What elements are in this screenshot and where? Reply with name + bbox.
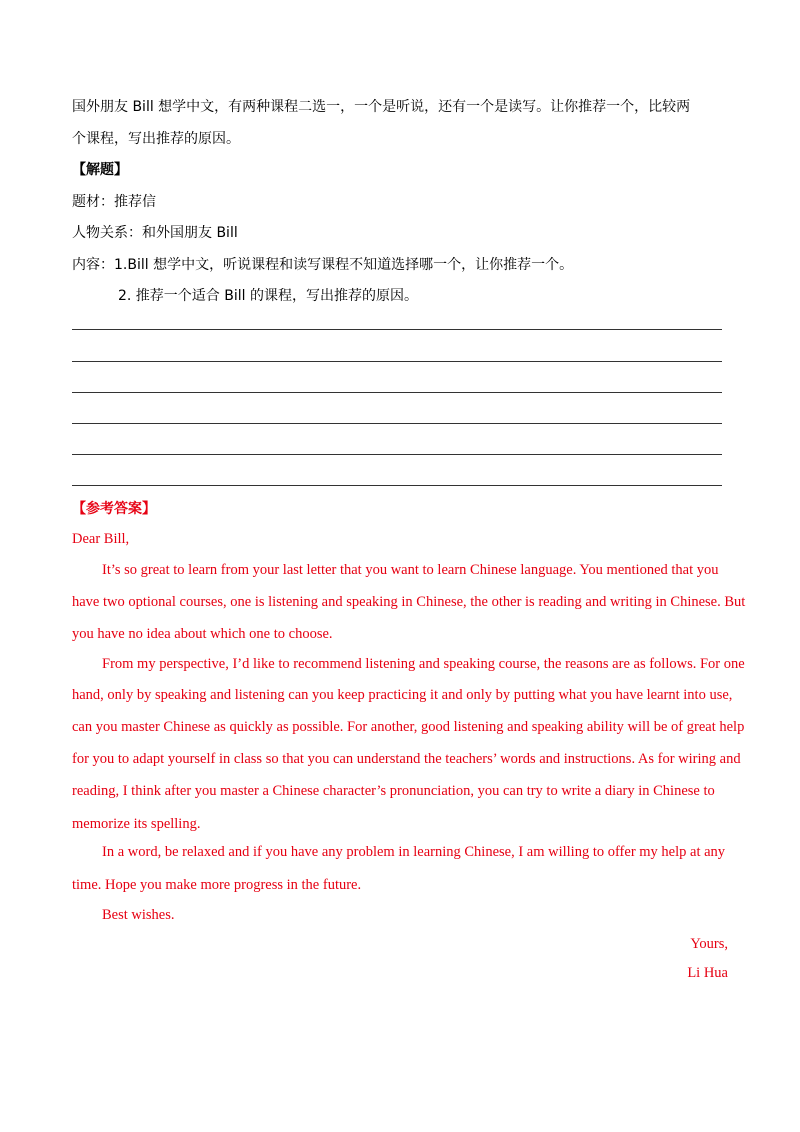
answer-line: Best wishes. <box>102 907 175 923</box>
prompt-line-2: 个课程，写出推荐的原因。 <box>72 131 240 147</box>
answer-line: for you to adapt yourself in class so that you can understand the teachers’ words and instructions. As for wiring and <box>72 751 741 767</box>
analysis-content-1: 内容：1.Bill 想学中文，听说课程和读写课程不知道选择哪一个，让你推荐一个。 <box>72 257 574 273</box>
writing-rule <box>72 361 722 362</box>
prompt-line-1: 国外朋友 Bill 想学中文，有两种课程二选一，一个是听说，还有一个是读写。让你推荐一个，比较两 <box>72 99 691 115</box>
analysis-content-2: 2. 推荐一个适合 Bill 的课程，写出推荐的原因。 <box>118 288 418 304</box>
answer-line: reading, I think after you master a Chinese character’s pronunciation, you can try to write a diary in Chinese to <box>72 783 715 799</box>
analysis-topic: 题材：推荐信 <box>72 194 156 210</box>
answer-line: time. Hope you make more progress in the future. <box>72 877 362 893</box>
answer-line: In a word, be relaxed and if you have any problem in learning Chinese, I am willing to offer my help at any <box>102 844 726 860</box>
analysis-heading: 【解题】 <box>72 162 128 178</box>
answer-line: you have no idea about which one to choose. <box>72 626 333 642</box>
answer-line: hand, only by speaking and listening can you keep practicing it and only by putting what you have learnt into use, <box>72 687 733 703</box>
writing-rule <box>72 454 722 455</box>
writing-rule <box>72 329 722 330</box>
answer-signature: Li Hua <box>687 965 728 981</box>
answer-line: have two optional courses, one is listening and speaking in Chinese, the other is reading and writing in Chinese. But <box>72 594 746 610</box>
writing-rule <box>72 392 722 393</box>
answer-heading: 【参考答案】 <box>72 501 156 517</box>
answer-line: It’s so great to learn from your last letter that you want to learn Chinese language. You mentioned that you <box>102 562 719 578</box>
analysis-relation: 人物关系：和外国朋友 Bill <box>72 225 238 241</box>
answer-closing: Yours, <box>690 936 728 952</box>
answer-line: can you master Chinese as quickly as possible. For another, good listening and speaking ability will be of great help <box>72 719 745 735</box>
answer-line: memorize its spelling. <box>72 816 201 832</box>
answer-salutation: Dear Bill, <box>72 531 130 547</box>
writing-rule <box>72 485 722 486</box>
answer-line: From my perspective, I’d like to recommend listening and speaking course, the reasons are as follows. For one <box>102 656 745 672</box>
writing-rule <box>72 423 722 424</box>
